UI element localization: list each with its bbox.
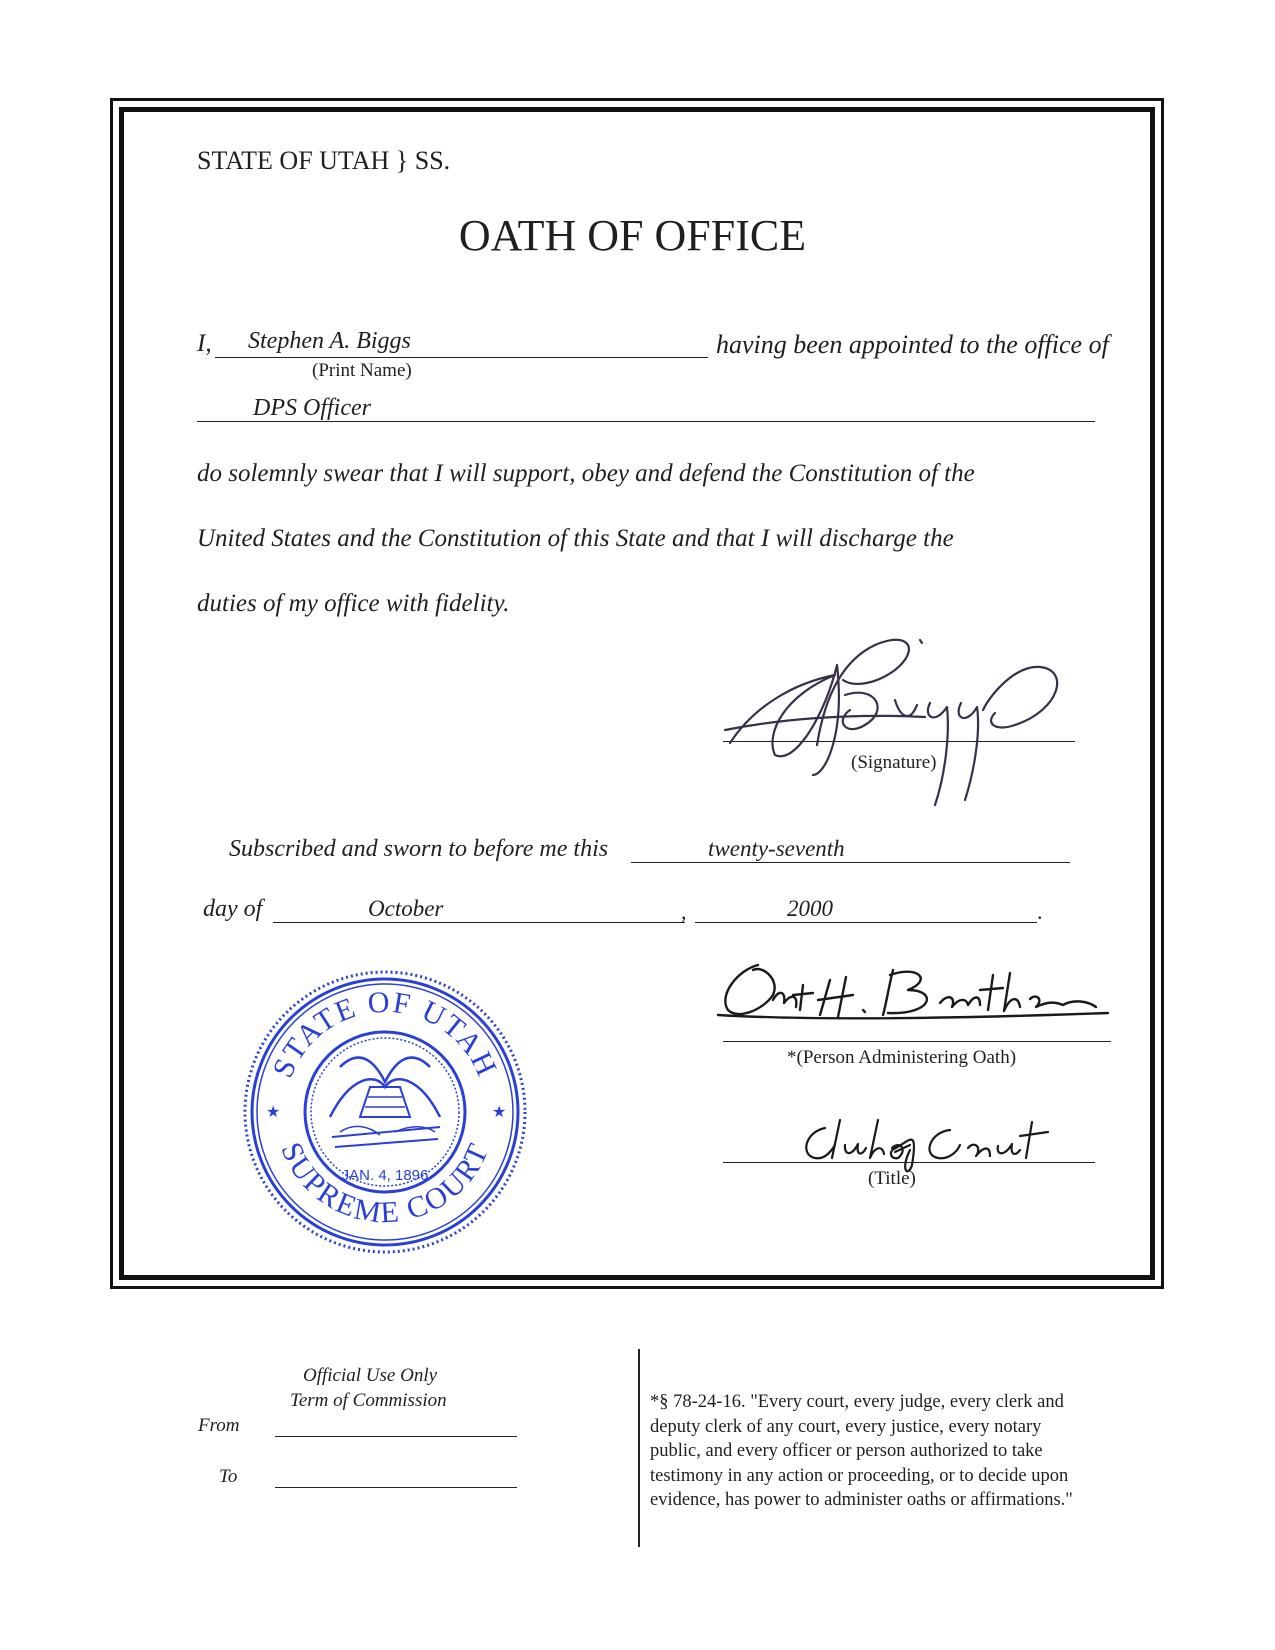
statute-line-2: deputy clerk of any court, every justice, every notary [650,1416,1042,1437]
oath-body-line-3: duties of my office with fidelity. [197,590,510,617]
sworn-month: October [368,896,444,921]
statute-line-4: testimony in any action or proceeding, or to decide upon [650,1465,1069,1486]
oath-body-line-2: United States and the Constitution of this State and that I will discharge the [197,525,954,552]
seal-bottom-text: SUPREME COURT [274,1137,496,1230]
administrator-caption: *(Person Administering Oath) [787,1047,1017,1068]
sworn-day: twenty-seventh [708,836,845,861]
date-period: . [1037,899,1043,924]
title-underline [723,1162,1095,1163]
seal-date-text: JAN. 4, 1896 [341,1167,429,1184]
printed-name: Stephen A. Biggs [248,328,411,354]
from-field [275,1436,517,1437]
signature-caption: (Signature) [851,752,937,773]
statute-line-1: *§ 78-24-16. "Every court, every judge, every clerk and [650,1392,1064,1412]
day-underline [631,862,1070,863]
sworn-year: 2000 [787,896,833,921]
official-use-label: Official Use Only [303,1365,438,1386]
title-caption: (Title) [868,1168,916,1189]
statute-line-5: evidence, has power to administer oaths or affirmations." [650,1490,1073,1510]
supreme-court-seal [240,967,530,1262]
name-underline [215,357,708,358]
appointed-text: having been appointed to the office of [716,330,1109,359]
seal-top-text: STATE OF UTAH [266,985,504,1083]
to-field [275,1487,517,1488]
handwritten-title [800,1110,1060,1185]
office-name: DPS Officer [253,395,371,421]
print-name-caption: (Print Name) [312,360,412,381]
handwritten-signature-biggs [725,625,1085,820]
footer-divider [638,1349,640,1547]
svg-text:★: ★ [492,1104,507,1121]
subscription-lead: Subscribed and sworn to before me this [229,836,609,862]
from-label: From [198,1415,240,1436]
oath-body-line-1: do solemnly swear that I will support, obey and defend the Constitution of the [197,460,975,487]
svg-text:★: ★ [266,1104,281,1121]
administrator-underline [723,1041,1111,1042]
statute-line-3: public, and every officer or person authorized to take [650,1441,1043,1461]
term-of-commission-label: Term of Commission [290,1390,447,1411]
oath-prefix: I, [197,330,212,357]
state-line: STATE OF UTAH } SS. [197,146,451,175]
document-title: OATH OF OFFICE [458,211,807,260]
handwritten-signature-administrator [718,955,1118,1040]
year-underline [695,922,1037,923]
day-of-label: day of [203,896,263,922]
to-label: To [219,1466,238,1487]
month-underline [273,922,685,923]
date-comma: , [681,899,687,924]
statute-citation [650,1390,1073,1513]
